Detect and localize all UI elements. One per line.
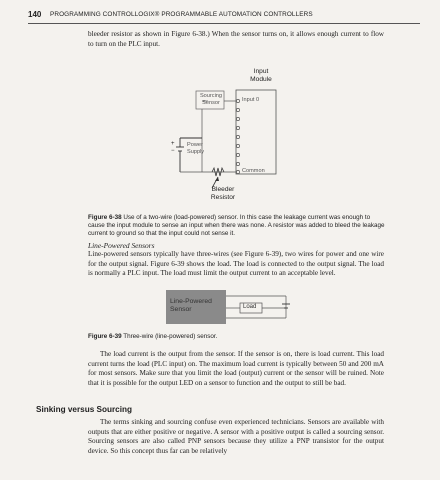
figure-6-39-number: Figure 6-39 [88, 333, 122, 340]
sensor-label: Sourcing Sensor [199, 93, 223, 106]
figure-6-39-caption-text: Three-wire (line-powered) sensor. [123, 333, 218, 340]
section-heading: Sinking versus Sourcing [36, 405, 132, 414]
figure-6-39-caption [88, 333, 386, 341]
line-powered-paragraph: Line-powered sensors typically have three-wires (see Figure 6-39), two wires for power and one wire for the output signal. Figure 6-39 shows the load. The load is connected to the output signal. The load is normally a PLC input. The load must limit the output current to an acceptable level. [88, 250, 384, 278]
line-powered-sensor-label: Line-Powered Sensor [170, 298, 212, 313]
figure-6-38-caption-text: Use of a two-wire (load-powered) sensor. In this case the leakage current was enough to cause the input module to sense an input when there was none. A resistor was added to bleed the leakage current to ground so that the input could not sense it. [88, 214, 385, 237]
plus-sign: + [171, 141, 175, 147]
page-header [28, 9, 420, 24]
intro-paragraph: bleeder resistor as shown in Figure 6-38.) When the sensor turns on, it allows enough current to flow to turn on the PLC input. [88, 30, 384, 48]
minus-sign: − [171, 148, 175, 154]
figure-6-38-caption [88, 214, 386, 238]
module-terminals [236, 99, 239, 173]
figure-6-38-diagram [168, 68, 288, 210]
bleeder-resistor-label: Bleeder Resistor [210, 186, 236, 201]
input-0-label: Input 0 [242, 97, 260, 103]
running-head: PROGRAMMING CONTROLLOGIX® PROGRAMMABLE AUTOMATION CONTROLLERS [50, 11, 313, 18]
line-powered-heading: Line-Powered Sensors [88, 241, 155, 250]
sinking-sourcing-paragraph: The terms sinking and sourcing confuse even experienced technicians. Sensors are available with outputs that are either positive or negative. A sensor with a positive output is called a sourcing sensor. Sourcing sensors are also called PNP sensors because they utilize a PNP transistor for the output device. So this concept thus far can be relatively [88, 418, 384, 455]
supply-label: Power Supply [187, 142, 205, 155]
module-title: Input Module [250, 68, 272, 83]
figure-6-39-diagram [166, 290, 296, 324]
load-label: Load [243, 304, 257, 310]
page-number: 140 [28, 10, 42, 19]
common-label: Common [242, 168, 265, 174]
figure-6-38-number: Figure 6-38 [88, 214, 122, 221]
load-current-paragraph: The load current is the output from the sensor. If the sensor is on, there is load current. This load current turns the load (PLC input) on. The maximum load current is typically between 50 and 200 mA for most sensors. Make sure that you limit the load (output) current or the sensor will be ruined. Note that it is possible for the output LED on a sensor to function and the output to still be bad. [88, 350, 384, 387]
